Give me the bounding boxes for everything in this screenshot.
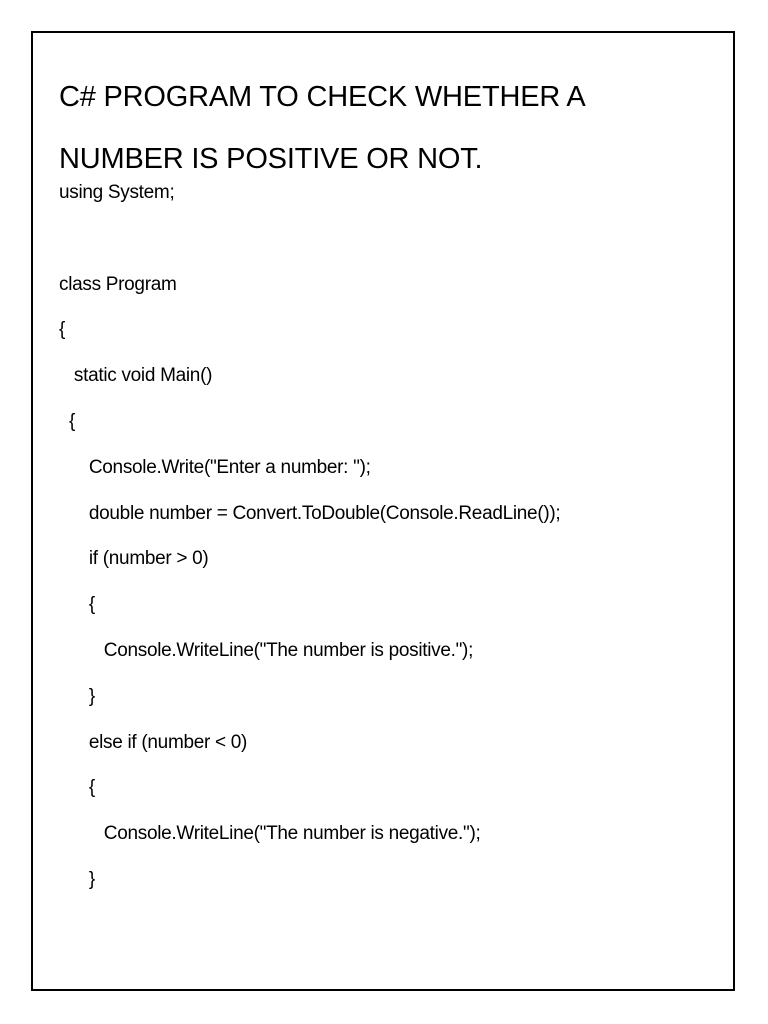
title-line: C# PROGRAM TO CHECK WHETHER A: [59, 81, 586, 113]
code-line: double number = Convert.ToDouble(Console.ReadLine());: [59, 502, 561, 524]
code-line: {: [59, 410, 76, 432]
code-line: Console.Write("Enter a number: ");: [59, 456, 371, 478]
code-line: using System;: [59, 182, 175, 203]
code-line: Console.WriteLine("The number is negative.");: [59, 823, 481, 845]
code-line: Console.WriteLine("The number is positive.");: [59, 639, 474, 661]
code-line: {: [59, 777, 95, 799]
code-line: if (number > 0): [59, 548, 209, 570]
code-line: static void Main(): [59, 365, 213, 387]
code-line: else if (number < 0): [59, 731, 248, 753]
code-line: class Program: [59, 273, 177, 295]
code-listing: [59, 170, 560, 903]
title-line: NUMBER IS POSITIVE OR NOT.: [59, 143, 483, 175]
code-line: {: [59, 319, 66, 341]
code-line: }: [59, 868, 95, 890]
code-line-blank: [59, 216, 560, 262]
code-line: {: [59, 594, 95, 616]
code-line: }: [59, 685, 95, 707]
